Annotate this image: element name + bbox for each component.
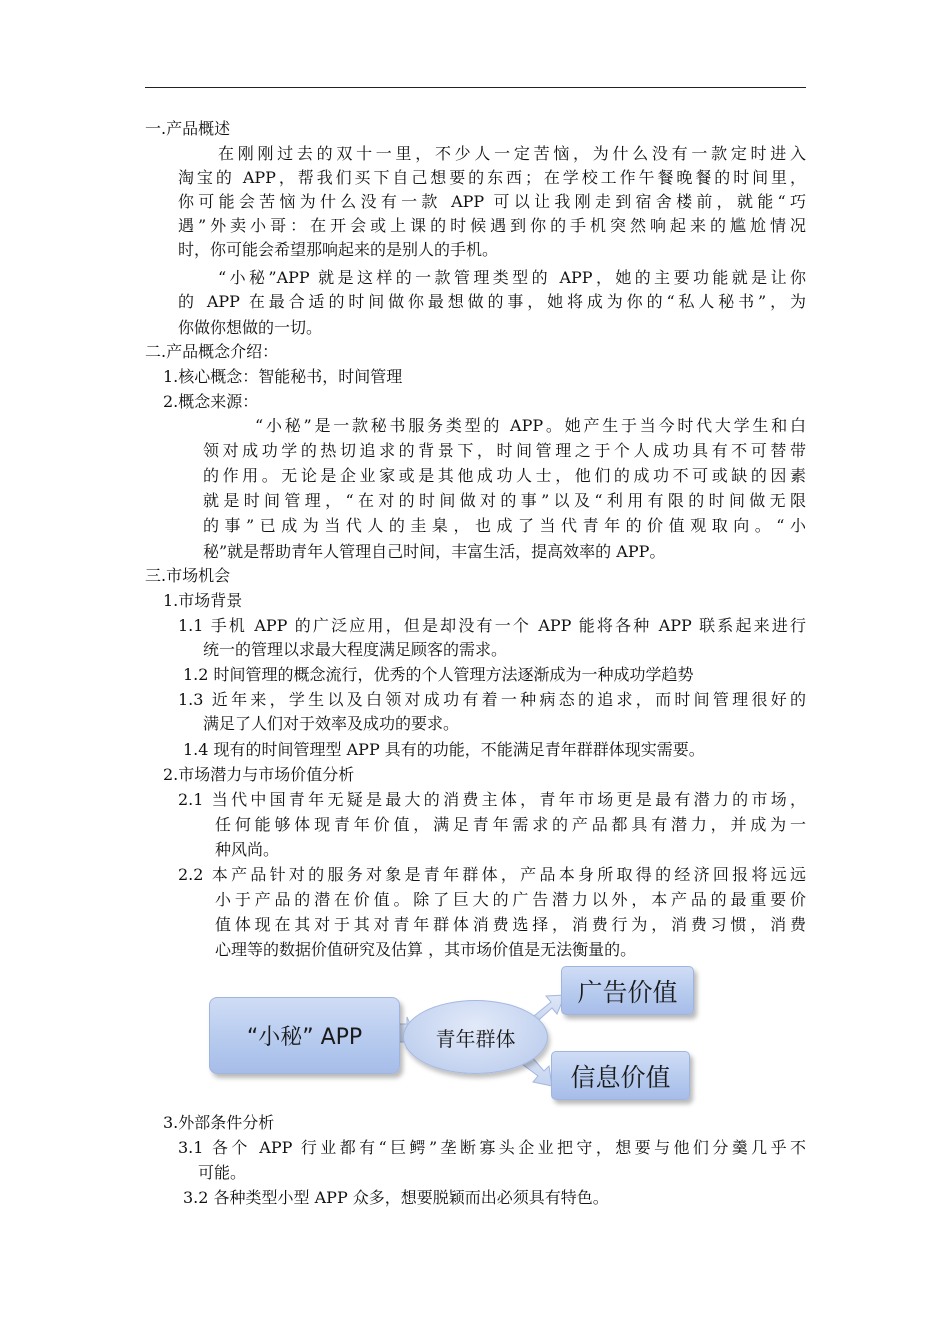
app-box: [209, 997, 400, 1074]
list-item-3-1: 3.1 各个 APP 行业都有“巨鳄”垄断寡头企业把守，想要与他们分羹几乎不: [178, 1138, 806, 1157]
list-item-1-4: 1.4 现有的时间管理型 APP 具有的功能，不能满足青年群群体现实需要。: [183, 740, 705, 759]
section-heading-overview: 一.产品概述: [145, 119, 231, 138]
paragraph-line: 领对成功学的热切追求的背景下，时间管理之于个人成功具有不可替带: [203, 441, 806, 460]
paragraph-line: “小秘”APP 就是这样的一款管理类型的 APP，她的主要功能就是让你: [218, 268, 806, 287]
subheading-core-concept: 1.核心概念：智能秘书，时间管理: [163, 367, 403, 386]
paragraph-line: 时，你可能会希望那响起来的是别人的手机。: [178, 240, 499, 259]
paragraph-line: 你可能会苦恼为什么没有一款 APP 可以让我刚走到宿舍楼前，就能“巧: [178, 192, 806, 211]
ad-value-box: [561, 966, 694, 1015]
info-value-box: [551, 1051, 690, 1100]
paragraph-line: 遇”外卖小哥：在开会或上课的时候遇到你的手机突然响起来的尴尬情况: [178, 216, 806, 235]
list-item-3-2: 3.2 各种类型小型 APP 众多，想要脱颖而出必须具有特色。: [183, 1188, 609, 1207]
paragraph-line: 的作用。无论是企业家或是其他成功人士，他们的成功不可或缺的因素: [203, 466, 806, 485]
paragraph-line: 在刚刚过去的双十一里，不少人一定苦恼，为什么没有一款定时进入: [218, 144, 806, 163]
section-heading-market: 三.市场机会: [145, 566, 231, 585]
list-item-1-3-cont: 满足了人们对于效率及成功的要求。: [203, 714, 460, 733]
info-value-label: 信息价值: [570, 1062, 671, 1092]
subheading-market-background: 1.市场背景: [163, 591, 243, 610]
paragraph-line: 的 APP 在最合适的时间做你最想做的事，她将成为你的“私人秘书”，为: [178, 292, 806, 311]
list-item-2-1-cont: 种风尚。: [215, 840, 280, 859]
subheading-concept-source: 2.概念来源：: [163, 392, 259, 411]
ad-value-label: 广告价值: [577, 977, 678, 1007]
paragraph-line: “小秘”是一款秘书服务类型的 APP。她产生于当今时代大学生和白: [255, 416, 806, 435]
paragraph-line: 淘宝的 APP，帮我们买下自己想要的东西；在学校工作午餐晚餐的时间里，: [178, 168, 806, 187]
list-item-2-1: 2.1 当代中国青年无疑是最大的消费主体，青年市场更是最有潜力的市场，: [178, 790, 806, 809]
list-item-2-2-cont: 心理等的数据价值研究及估算 ，其市场价值是无法衡量的。: [215, 940, 637, 959]
list-item-2-2: 2.2 本产品针对的服务对象是青年群体，产品本身所取得的经济回报将远远: [178, 865, 806, 884]
subheading-market-potential: 2.市场潜力与市场价值分析: [163, 765, 355, 784]
paragraph-line: 的事”已成为当代人的圭臬，也成了当代青年的价值观取向。“小: [203, 516, 806, 535]
paragraph-line: 你做你想做的一切。: [178, 318, 323, 337]
list-item-1-2: 1.2 时间管理的概念流行，优秀的个人管理方法逐渐成为一种成功学趋势: [183, 665, 694, 684]
header-rule: [145, 87, 806, 88]
list-item-1-3: 1.3 近年来，学生以及白领对成功有着一种病态的追求，而时间管理很好的: [178, 690, 806, 709]
section-heading-concept: 二.产品概念介绍：: [145, 342, 279, 361]
list-item-1-1-cont: 统一的管理以求最大程度满足顾客的需求。: [203, 640, 508, 659]
subheading-external-conditions: 3.外部条件分析: [163, 1113, 275, 1132]
youth-group-label: 青年群体: [435, 1026, 516, 1051]
list-item-2-2-cont: 值体现在其对于其对青年群体消费选择，消费行为，消费习惯，消费: [215, 915, 806, 934]
list-item-2-2-cont: 小于产品的潜在价值。除了巨大的广告潜力以外，本产品的最重要价: [215, 890, 806, 909]
list-item-3-1-cont: 可能。: [198, 1163, 247, 1182]
paragraph-line: 就是时间管理，“在对的时间做对的事”以及“利用有限的时间做无限: [203, 491, 806, 510]
app-label: “小秘” APP: [246, 1025, 363, 1050]
list-item-1-1: 1.1 手机 APP 的广泛应用，但是却没有一个 APP 能将各种 APP 联系起来进行: [178, 616, 806, 635]
list-item-2-1-cont: 任何能够体现青年价值，满足青年需求的产品都具有潜力，并成为一: [215, 815, 806, 834]
paragraph-line: 秘”就是帮助青年人管理自己时间，丰富生活，提高效率的 APP。: [203, 542, 666, 561]
youth-group-ellipse: [403, 1000, 548, 1074]
